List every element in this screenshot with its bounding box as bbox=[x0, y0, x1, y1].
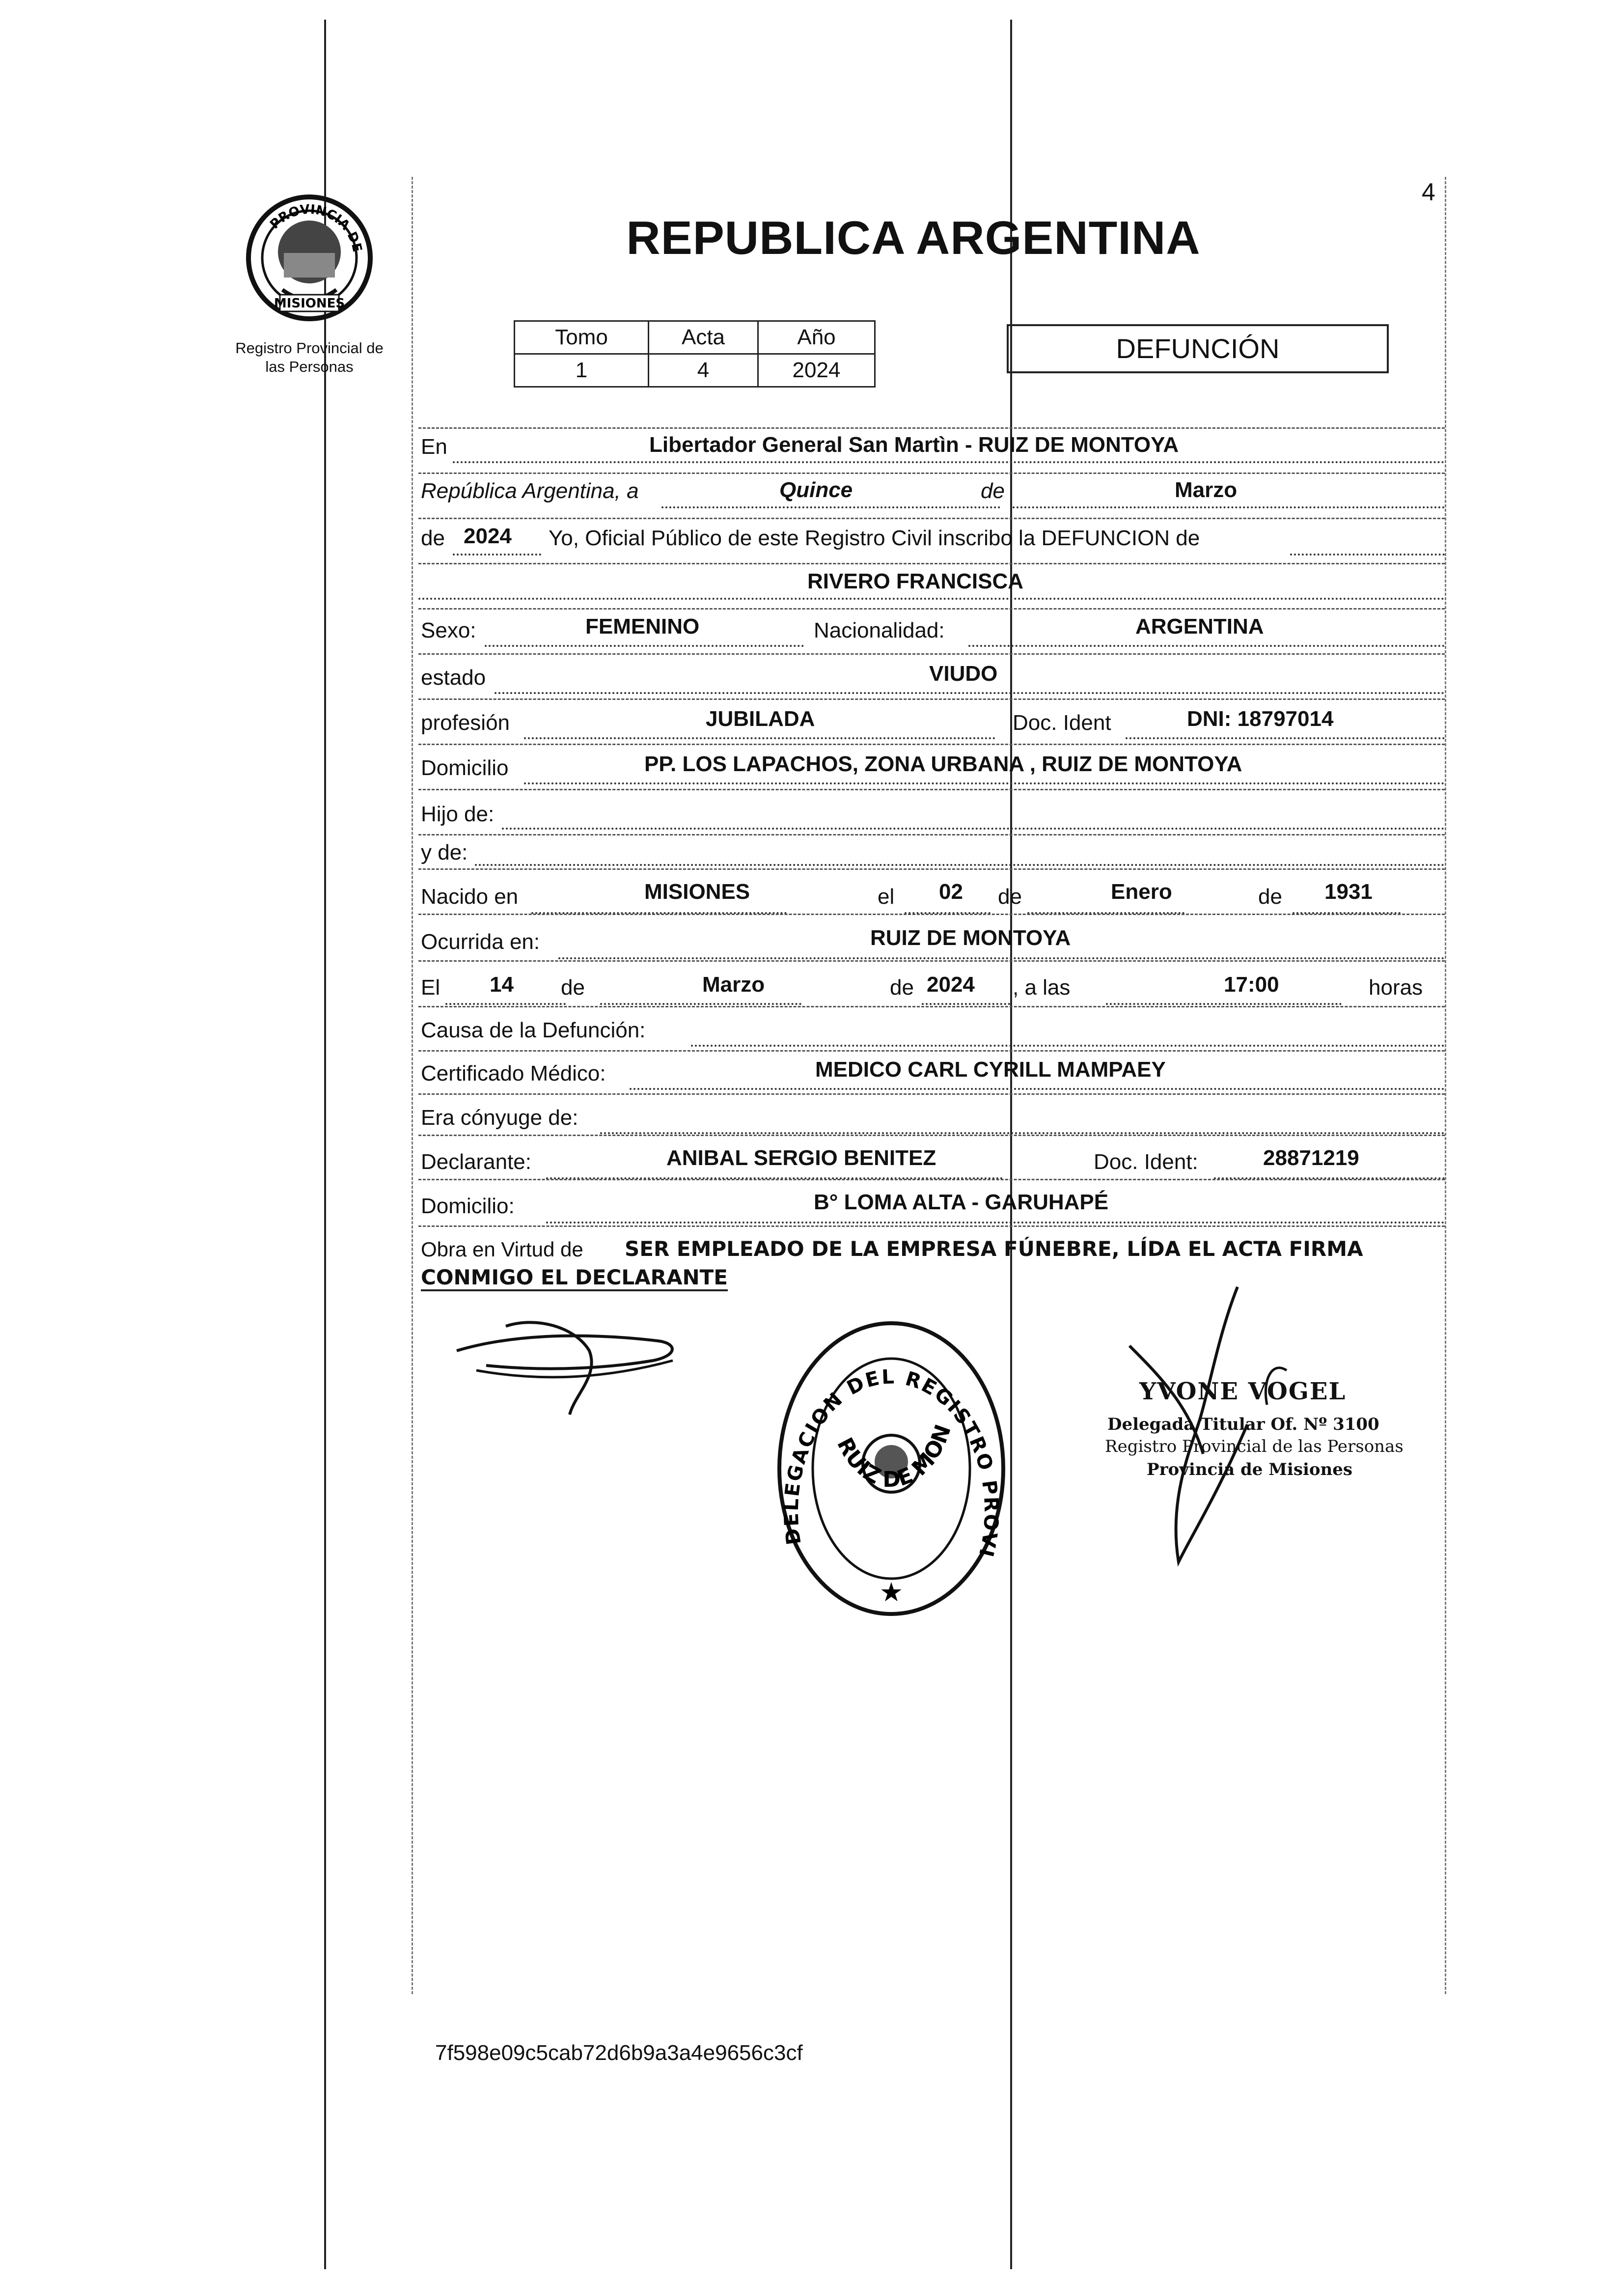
row-domicilio bbox=[418, 744, 1445, 787]
value-doc-ident-declarante: 28871219 bbox=[1263, 1146, 1359, 1170]
provincial-crest bbox=[246, 194, 373, 322]
label-ocurrida: Ocurrida en: bbox=[421, 930, 540, 954]
page-number: 4 bbox=[1422, 178, 1435, 206]
label-domicilio: Domicilio bbox=[421, 756, 509, 780]
value-en: Libertador General San Martìn - RUIZ DE MONTOYA bbox=[649, 433, 1179, 457]
value-obra-1: SER EMPLEADO DE LA EMPRESA FÚNEBRE, LÍDA EL ACTA FIRMA bbox=[625, 1237, 1363, 1261]
row-deceased-name bbox=[418, 563, 1445, 607]
label-de-year: de bbox=[421, 526, 445, 550]
official-name: YVONE VOGEL bbox=[1139, 1378, 1347, 1405]
label-estado: estado bbox=[421, 666, 486, 690]
value-day-word: Quince bbox=[779, 478, 853, 502]
acta-header-acta: Acta bbox=[649, 321, 758, 354]
row-sexo bbox=[418, 608, 1445, 652]
registry-caption-line-2: las Personas bbox=[265, 358, 354, 375]
value-obra-2: CONMIGO EL DECLARANTE bbox=[421, 1265, 728, 1291]
label-de: de bbox=[981, 479, 1005, 503]
svg-text:PROVINCIA DE: PROVINCIA DE bbox=[267, 202, 365, 253]
row-estado bbox=[418, 653, 1445, 697]
row-certificado bbox=[418, 1050, 1445, 1094]
row-conyuge bbox=[418, 1093, 1445, 1137]
registry-caption-line-1: Registro Provincial de bbox=[235, 339, 384, 357]
row-statement bbox=[418, 518, 1445, 561]
label-horas: horas bbox=[1369, 975, 1423, 1000]
margin-dash-left bbox=[412, 177, 413, 1994]
label-doc-ident-declarante: Doc. Ident: bbox=[1094, 1150, 1198, 1174]
label-statement: Yo, Oficial Público de este Registro Civil inscribo la DEFUNCION de bbox=[549, 526, 1200, 550]
value-year: 2024 bbox=[464, 524, 512, 548]
official-title-line-1: Delegada Titular Of. Nº 3100 bbox=[1107, 1415, 1379, 1434]
row-republica bbox=[418, 473, 1445, 516]
margin-dash-right bbox=[1445, 177, 1446, 1994]
svg-text:RUIZ DE MONTOYA: RUIZ DE MON bbox=[832, 1421, 956, 1493]
row-causa bbox=[418, 1006, 1445, 1050]
value-declarante: ANIBAL SERGIO BENITEZ bbox=[666, 1146, 936, 1170]
value-death-time: 17:00 bbox=[1224, 973, 1279, 997]
value-estado: VIUDO bbox=[929, 662, 998, 686]
label-en: En bbox=[421, 435, 447, 459]
label-declarante: Declarante: bbox=[421, 1150, 532, 1174]
value-nacionalidad: ARGENTINA bbox=[1135, 614, 1264, 639]
value-domicilio: PP. LOS LAPACHOS, ZONA URBANA , RUIZ DE MONTOYA bbox=[644, 752, 1242, 776]
acta-header-tomo: Tomo bbox=[515, 321, 649, 354]
label-obra: Obra en Virtud de bbox=[421, 1238, 583, 1261]
value-month-word: Marzo bbox=[1175, 478, 1238, 502]
crest-seal-icon bbox=[246, 194, 373, 322]
value-birth-month: Enero bbox=[1111, 880, 1172, 904]
row-nacido bbox=[418, 868, 1445, 912]
acta-header-anio: Año bbox=[758, 321, 875, 354]
value-birth-year: 1931 bbox=[1324, 880, 1373, 904]
declarant-signature bbox=[447, 1297, 722, 1424]
label-domicilio-declarante: Domicilio: bbox=[421, 1194, 515, 1218]
acta-value-anio: 2024 bbox=[758, 354, 875, 387]
label-a-las: , a las bbox=[1013, 975, 1071, 1000]
label-de-death-year: de bbox=[890, 975, 914, 1000]
acta-value-tomo: 1 bbox=[515, 354, 649, 387]
label-nacido-en: Nacido en bbox=[421, 885, 519, 909]
row-hijo bbox=[418, 789, 1445, 833]
registry-oval-stamp bbox=[773, 1316, 1009, 1621]
crest-label-misiones: MISIONES bbox=[274, 296, 345, 311]
value-domicilio-declarante: B° LOMA ALTA - GARUHAPÉ bbox=[814, 1190, 1109, 1214]
row-en bbox=[418, 427, 1445, 471]
value-profesion: JUBILADA bbox=[706, 707, 815, 731]
label-causa: Causa de la Defunción: bbox=[421, 1018, 646, 1042]
record-type-box: DEFUNCIÓN bbox=[1007, 324, 1389, 373]
svg-text:★: ★ bbox=[879, 1577, 904, 1608]
row-fecha-defuncion bbox=[418, 960, 1445, 1004]
row-domicilio-declarante bbox=[418, 1179, 1445, 1223]
document-title: REPUBLICA ARGENTINA bbox=[626, 212, 1201, 264]
row-ocurrida bbox=[418, 914, 1445, 957]
label-certificado: Certificado Médico: bbox=[421, 1061, 606, 1085]
value-nacido-en: MISIONES bbox=[644, 880, 750, 904]
value-death-year: 2024 bbox=[927, 973, 975, 997]
value-death-month: Marzo bbox=[702, 973, 765, 997]
label-de-birth-year: de bbox=[1258, 885, 1282, 909]
label-doc-ident: Doc. Ident bbox=[1013, 711, 1111, 735]
row-profesion bbox=[418, 698, 1445, 742]
value-deceased-name: RIVERO FRANCISCA bbox=[807, 569, 1024, 593]
official-title-line-3: Provincia de Misiones bbox=[1147, 1460, 1353, 1479]
label-de-birth-month: de bbox=[998, 885, 1022, 909]
label-y-de: y de: bbox=[421, 840, 468, 864]
value-ocurrida: RUIZ DE MONTOYA bbox=[870, 926, 1071, 950]
label-republica: República Argentina, a bbox=[421, 479, 639, 503]
value-certificado: MEDICO CARL CYRILL MAMPAEY bbox=[815, 1057, 1166, 1082]
value-death-day: 14 bbox=[490, 973, 514, 997]
acta-table bbox=[514, 320, 876, 388]
label-el: el bbox=[878, 885, 895, 909]
value-birth-day: 02 bbox=[939, 880, 963, 904]
label-profesion: profesión bbox=[421, 711, 510, 735]
value-doc-ident: DNI: 18797014 bbox=[1187, 707, 1334, 731]
label-de-death-month: de bbox=[561, 975, 585, 1000]
document-hash: 7f598e09c5cab72d6b9a3a4e9656c3cf bbox=[435, 2041, 803, 2065]
label-sexo: Sexo: bbox=[421, 618, 476, 642]
registry-caption bbox=[216, 339, 403, 376]
acta-value-acta: 4 bbox=[649, 354, 758, 387]
label-el-death: El bbox=[421, 975, 440, 1000]
row-declarante bbox=[418, 1135, 1445, 1178]
label-nacionalidad: Nacionalidad: bbox=[814, 618, 945, 642]
label-hijo: Hijo de: bbox=[421, 802, 495, 826]
label-conyuge: Era cónyuge de: bbox=[421, 1106, 578, 1130]
value-sexo: FEMENINO bbox=[585, 614, 700, 639]
svg-text:DELEGACION DEL REGISTRO PROVIN: DELEGACION DEL REGISTRO PROVI bbox=[780, 1365, 1003, 1560]
official-title-line-2: Registro Provincial de las Personas bbox=[1105, 1437, 1404, 1456]
